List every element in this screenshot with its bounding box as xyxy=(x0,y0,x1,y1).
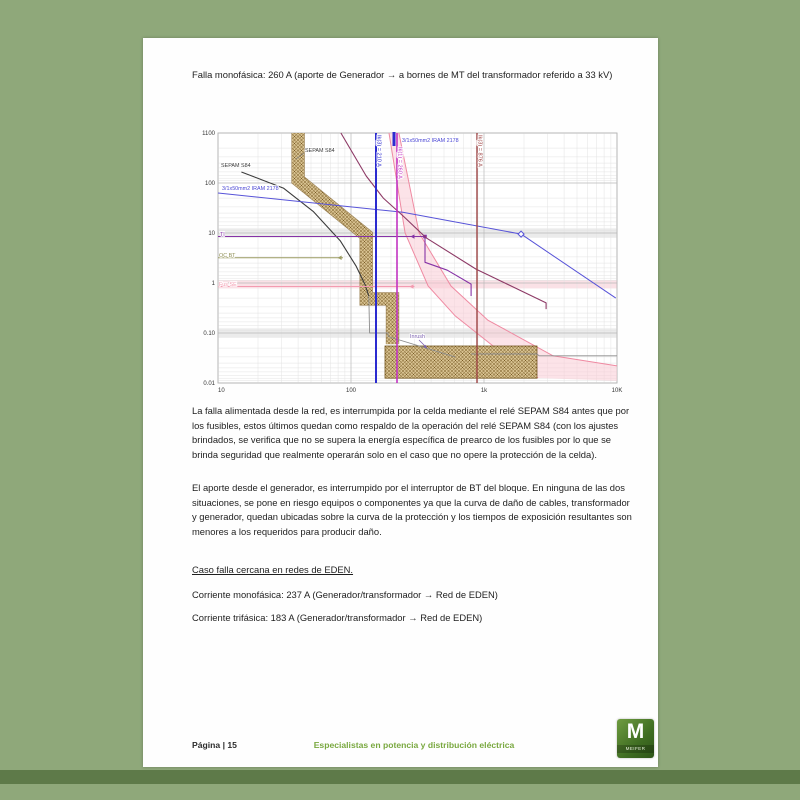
page-number: Página | 15 xyxy=(192,740,237,750)
paragraph-generator: El aporte desde el generador, es interrumpido por el interruptor de BT del bloque. En ninguna de las dos situaciones, se pone en riesgo equipos o componentes ya que la curva de daño de cables, transformador y generador, quedan ubicadas sobre la curva de la protección y los tiempos de exposición resultantes son menores a los requeridos para producir daño. xyxy=(192,482,632,537)
svg-text:100: 100 xyxy=(345,388,357,394)
svg-text:Ik(3) = 210 A: Ik(3) = 210 A xyxy=(375,135,382,167)
svg-text:1k: 1k xyxy=(480,388,488,394)
document-page xyxy=(143,38,658,767)
case-line-monofasica: Corriente monofásica: 237 A (Generador/transformador → Red de EDEN) xyxy=(192,589,498,600)
paragraph-red-fault: La falla alimentada desde la red, es interrumpida por la celda mediante el relé SEPAM S84 antes que por los fusibles, estos últimos quedan como respaldo de la operación del relé SEPAM S84 (con los ajustes brindados, se verifica que no se supera la energía específica de prearco de los fusibles por lo que se brinda seguridad que realmente operarán solo en el caso que no opere la protección de la celda). xyxy=(192,405,630,460)
svg-text:1: 1 xyxy=(211,281,215,287)
svg-text:Fus SE: Fus SE xyxy=(219,282,237,288)
company-logo xyxy=(617,719,654,758)
case-line-trifasica: Corriente trifásica: 183 A (Generador/transformador → Red de EDEN) xyxy=(192,612,483,623)
svg-text:10: 10 xyxy=(208,231,215,237)
svg-text:TI: TI xyxy=(220,232,225,238)
svg-text:3/1x50mm2 IRAM 2178: 3/1x50mm2 IRAM 2178 xyxy=(222,186,279,192)
svg-text:Inrush: Inrush xyxy=(410,334,425,340)
logo-name: MEIFER xyxy=(617,745,654,753)
svg-text:SEPAM S84: SEPAM S84 xyxy=(221,163,251,169)
svg-text:10: 10 xyxy=(218,388,225,394)
svg-text:1100: 1100 xyxy=(202,131,215,137)
svg-text:100: 100 xyxy=(204,181,215,187)
svg-text:SEPAM S84: SEPAM S84 xyxy=(305,148,335,154)
svg-text:Ik(1) = 260 A: Ik(1) = 260 A xyxy=(396,147,403,179)
svg-text:OC BT: OC BT xyxy=(219,253,236,259)
svg-text:3/1x50mm2 IRAM 2178: 3/1x50mm2 IRAM 2178 xyxy=(402,138,459,144)
figure-caption: Falla monofásica: 260 A (aporte de Generador → a bornes de MT del transformador referido a 33 kV) xyxy=(192,69,613,80)
svg-text:Ik(3) = 876 A: Ik(3) = 876 A xyxy=(476,135,483,167)
svg-text:0.01: 0.01 xyxy=(203,381,215,387)
case-heading: Caso falla cercana en redes de EDEN. xyxy=(192,564,354,575)
svg-text:0.10: 0.10 xyxy=(203,331,215,337)
background-stripe xyxy=(0,770,800,784)
footer-tagline: Especialistas en potencia y distribución eléctrica xyxy=(313,740,515,750)
band-rect xyxy=(385,346,537,378)
svg-text:10K: 10K xyxy=(611,388,623,394)
logo-letter: M xyxy=(626,720,645,743)
tcc-chart xyxy=(193,126,633,396)
